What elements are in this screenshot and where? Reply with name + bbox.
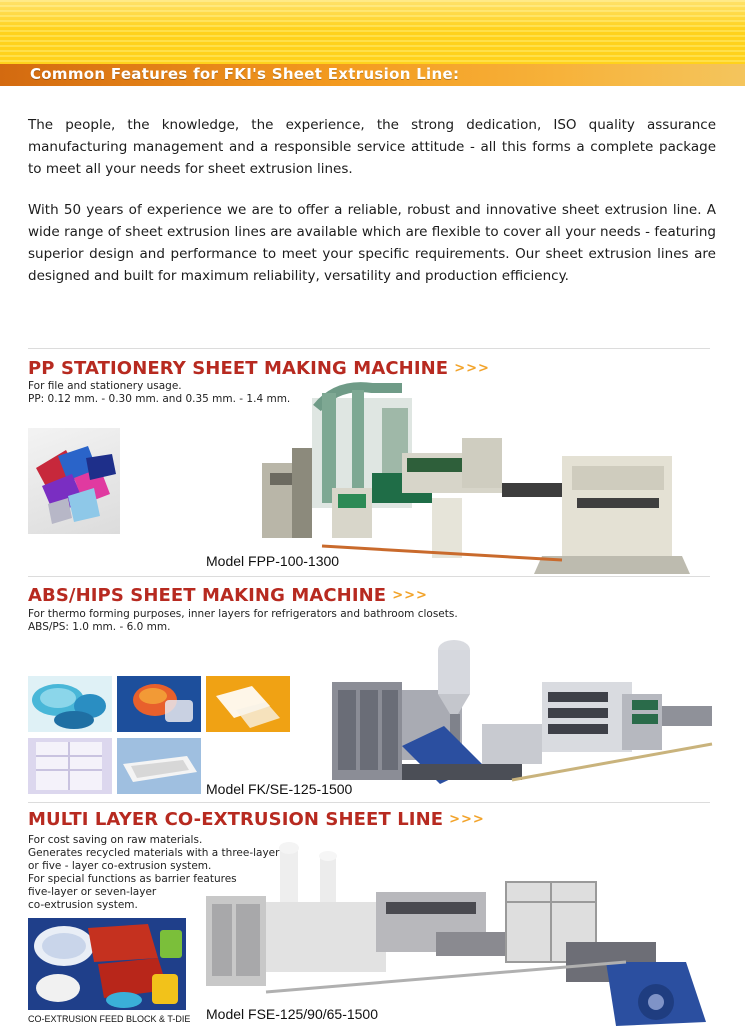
features-title: Common Features for FKI's Sheet Extrusion Line: — [30, 65, 460, 83]
intro-paragraph-1: The people, the knowledge, the experience, the strong dedication, ISO quality assurance manufacturing management and a responsible service attitude - all this forms a complete package to meet all your needs for sheet extrusion lines. — [28, 117, 716, 177]
arrows-icon: >>> — [449, 812, 485, 827]
section-title-text: ABS/HIPS SHEET MAKING MACHINE — [28, 585, 387, 606]
desc-line: For special functions as barrier features — [28, 873, 237, 885]
containers-photo — [117, 676, 201, 732]
desc-line: For cost saving on raw materials. — [28, 834, 203, 846]
section-desc-pp — [28, 380, 290, 406]
desc-line: Generates recycled materials with a three-layer — [28, 847, 280, 859]
section-title-pp — [28, 358, 490, 379]
desc-line: five-layer or seven-layer — [28, 886, 157, 898]
section-title-text: MULTI LAYER CO-EXTRUSION SHEET LINE — [28, 809, 444, 830]
model-label-multilayer: Model FSE-125/90/65-1500 — [206, 1006, 378, 1022]
model-label-pp: Model FPP-100-1300 — [206, 553, 340, 569]
desc-line: PP: 0.12 mm. - 0.30 mm. and 0.35 mm. - 1.4 mm. — [28, 393, 291, 405]
trays-photo — [206, 676, 290, 732]
food-containers-photo — [28, 918, 186, 1010]
desc-line: For thermo forming purposes, inner layers for refrigerators and bathroom closets. — [28, 608, 458, 620]
abs-sheet-machine-image — [332, 634, 716, 800]
desc-line: or five - layer co-extrusion system. — [28, 860, 212, 872]
section-title-abs — [28, 585, 428, 606]
section-title-multilayer — [28, 809, 485, 830]
desc-line: For file and stationery usage. — [28, 380, 182, 392]
top-yellow-band — [0, 0, 745, 68]
section-divider — [28, 802, 710, 803]
plates-photo — [28, 676, 112, 732]
features-title-bar — [0, 64, 745, 86]
section-divider — [28, 348, 710, 349]
desc-line: ABS/PS: 1.0 mm. - 6.0 mm. — [28, 621, 171, 633]
desc-line: co-extrusion system. — [28, 899, 138, 911]
section-title-text: PP STATIONERY SHEET MAKING MACHINE — [28, 358, 449, 379]
arrows-icon: >>> — [392, 588, 428, 603]
intro-paragraph-2: With 50 years of experience we are to offer a reliable, robust and innovative sheet extrusion line. A wide range of sheet extrusion lines are available which are flexible to cover all your needs - featuring superior design and performance to meet your specific requirements. Our sheet extrusion lines are designed and built for maximum reliability, versatility and production efficiency. — [28, 202, 716, 284]
model-label-abs: Model FK/SE-125-1500 — [206, 781, 353, 797]
stationery-photo — [28, 428, 120, 534]
section-divider — [28, 576, 710, 577]
photo-caption-feed-block: CO-EXTRUSION FEED BLOCK & T-DIE — [28, 1014, 191, 1024]
fridge-liner-photo — [28, 738, 112, 794]
arrows-icon: >>> — [454, 361, 490, 376]
bathtub-photo — [117, 738, 201, 794]
pp-sheet-machine-image — [262, 378, 692, 578]
coextrusion-machine-image — [206, 832, 720, 1032]
section-desc-abs — [28, 608, 458, 634]
